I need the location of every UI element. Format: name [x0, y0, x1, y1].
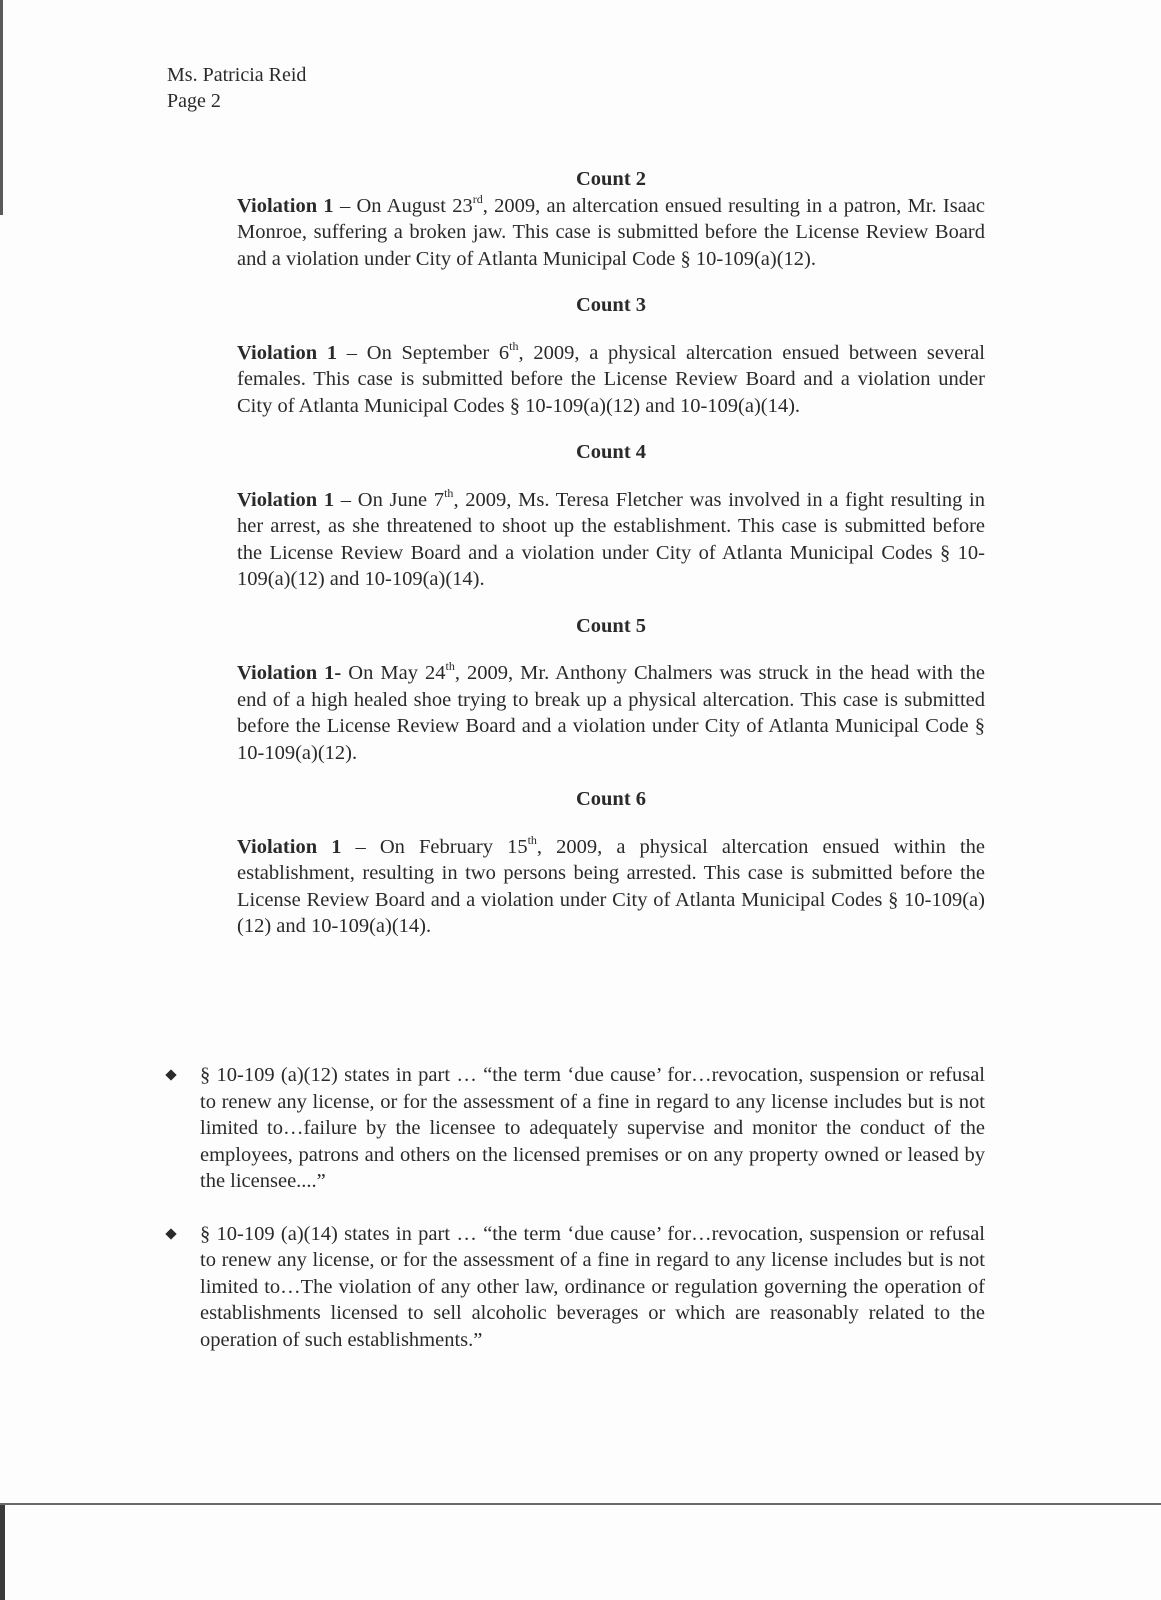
counts-section	[237, 166, 985, 940]
count-title: Count 2	[575, 168, 647, 190]
citation-item	[167, 1221, 985, 1354]
count-title: Count 4	[575, 441, 647, 463]
scan-edge-line	[0, 1503, 1161, 1505]
recipient-name: Ms. Patricia Reid	[167, 64, 307, 86]
ordinal-suffix: th	[509, 338, 519, 353]
violation-lead: Violation 1-	[237, 662, 342, 684]
violation-lead: Violation 1	[237, 835, 342, 858]
count-paragraph: Violation 1 – On February 15th, 2009, a physical altercation ensued within the establishment, resulting in two persons being arrested. This case is submitted before the License Review Board and a violation under City of Atlanta Municipal Codes § 10-109(a)(12) and 10-109(a)(14).	[237, 832, 986, 937]
violation-lead: Violation 1	[237, 341, 338, 364]
letter-header	[167, 62, 306, 114]
violation-lead: Violation 1	[237, 194, 334, 217]
count-paragraph: Violation 1- On May 24th, 2009, Mr. Anthony Chalmers was struck in the head with the end of a high healed shoe trying to break up a physical altercation. This case is submitted before the License Review Board and a violation under City of Atlanta Municipal Code § 10-109(a)(12).	[237, 659, 985, 764]
diamond-bullet-icon	[165, 1069, 176, 1080]
count-title: Count 6	[575, 788, 647, 810]
count-block	[237, 292, 985, 419]
ordinal-suffix: th	[444, 485, 454, 500]
count-paragraph: Violation 1 – On August 23rd, 2009, an altercation ensued resulting in a patron, Mr. Isaac Monroe, suffering a broken jaw. This case is submitted before the License Review Board and a violation under City of Atlanta Municipal Code § 10-109(a)(12).	[237, 191, 986, 270]
citation-text: § 10-109 (a)(14) states in part … “the term ‘due cause’ for…revocation, suspension or refusal to renew any license, or for the assessment of a fine in regard to any license includes but is not limited to…The violation of any other law, ordinance or regulation governing the operation of establishments licensed to sell alcoholic beverages or which are reasonably related to the operation of such establishments.”	[200, 1222, 985, 1351]
count-title: Count 5	[575, 614, 647, 637]
ordinal-suffix: th	[527, 832, 537, 847]
count-title: Count 3	[575, 294, 647, 316]
ordinal-suffix: th	[445, 659, 455, 673]
violation-lead: Violation 1	[237, 488, 335, 511]
count-block	[237, 439, 985, 593]
code-citations	[167, 1062, 985, 1353]
page-number: Page 2	[167, 90, 221, 112]
count-block	[237, 166, 985, 272]
ordinal-suffix: rd	[472, 191, 483, 206]
count-paragraph: Violation 1 – On June 7th, 2009, Ms. Teresa Fletcher was involved in a fight resulting in her arrest, as she threatened to shoot up the establishment. This case is submitted before the License Review Board and a violation under City of Atlanta Municipal Codes § 10-109(a)(12) and 10-109(a)(14).	[237, 485, 985, 590]
citation-text: § 10-109 (a)(12) states in part … “the term ‘due cause’ for…revocation, suspension or refusal to renew any license, or for the assessment of a fine in regard to any license includes but is not limited to…failure by the licensee to adequately supervise and monitor the conduct of the employees, patrons and others on the licensed premises or on any property owned or leased by the licensee....”	[200, 1064, 985, 1192]
count-block	[237, 786, 985, 940]
citation-item	[167, 1062, 985, 1195]
scan-edge-mark	[0, 0, 3, 215]
count-block	[237, 613, 985, 767]
count-paragraph: Violation 1 – On September 6th, 2009, a physical altercation ensued between several females. This case is submitted before the License Review Board and a violation under City of Atlanta Municipal Codes § 10-109(a)(12) and 10-109(a)(14).	[237, 338, 985, 417]
scan-edge-mark	[0, 1505, 5, 1600]
diamond-bullet-icon	[165, 1228, 176, 1239]
